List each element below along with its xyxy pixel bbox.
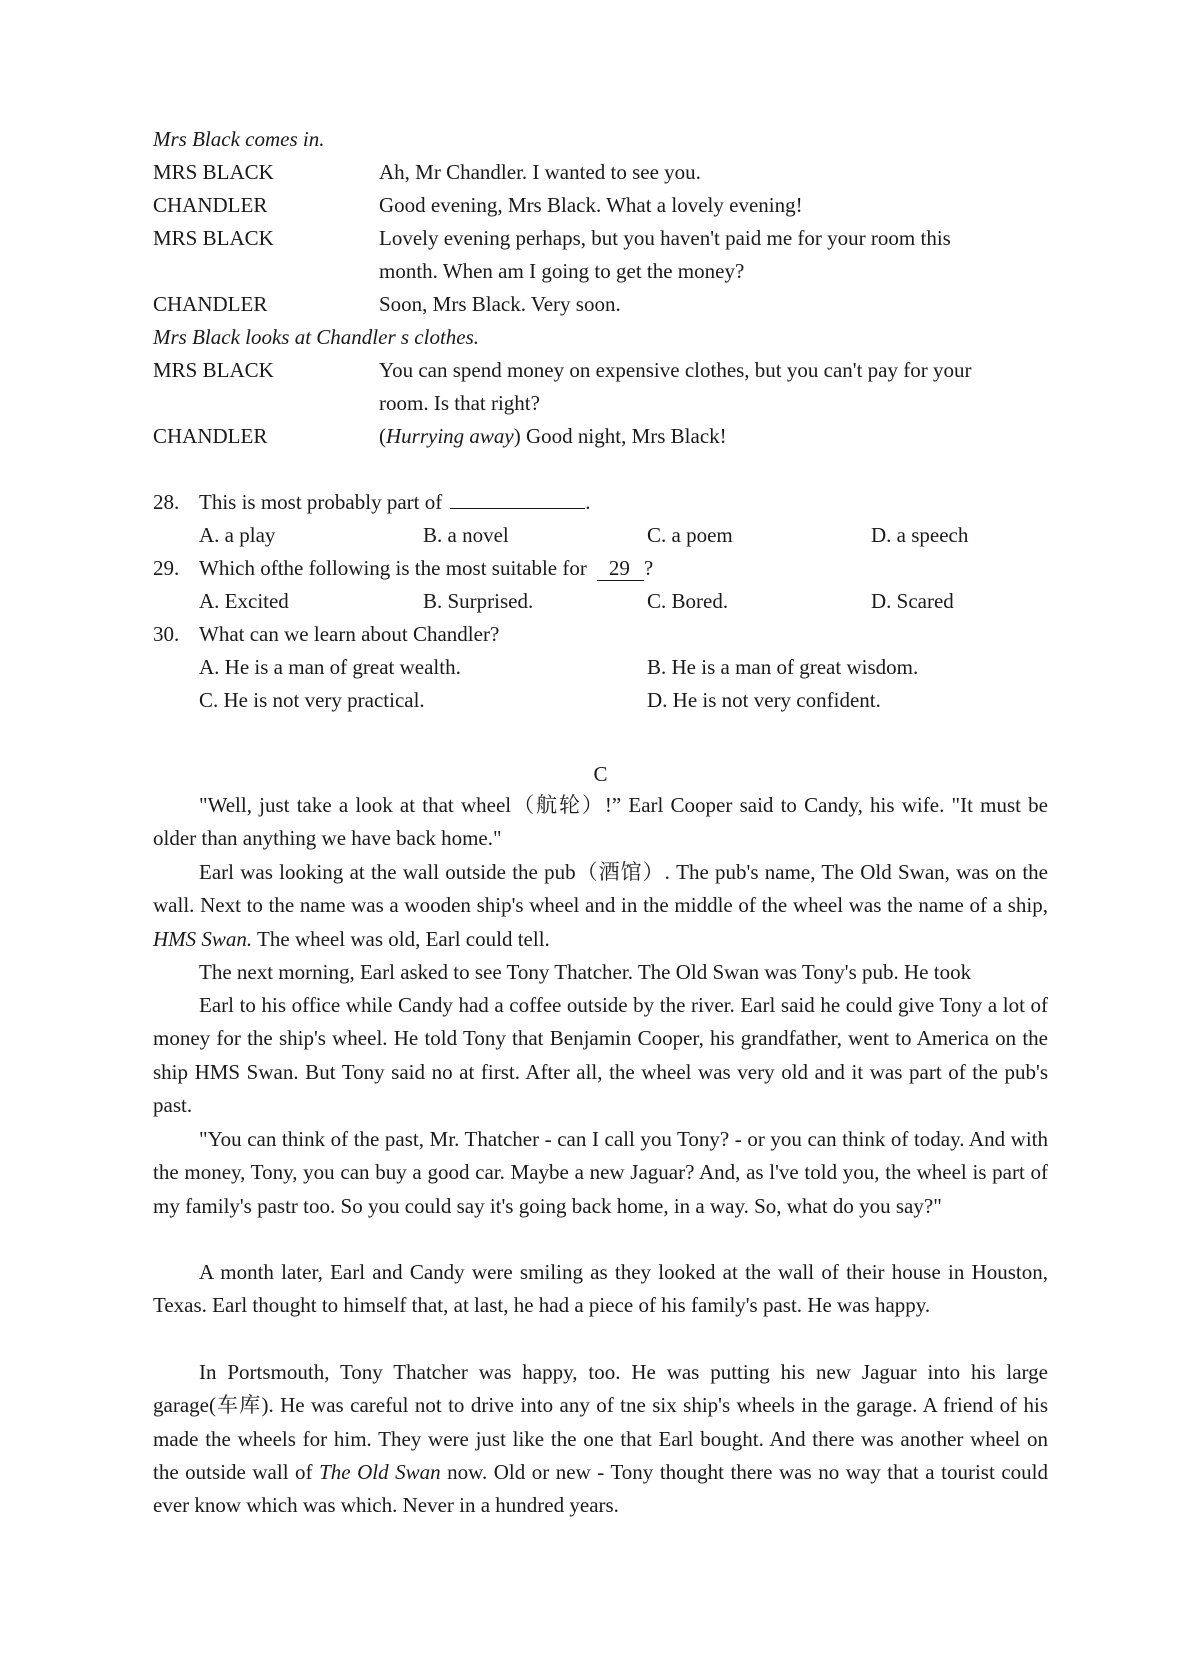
speaker-name: MRS BLACK <box>153 160 274 184</box>
speech-line: Lovely evening perhaps, but you haven't paid me for your room this <box>379 226 951 250</box>
speaker-name: MRS BLACK <box>153 358 274 382</box>
speech-line: Good evening, Mrs Black. What a lovely evening! <box>379 193 803 217</box>
stage-direction: Mrs Black looks at Chandler s clothes. <box>153 325 480 349</box>
option-d: D. Scared <box>871 589 954 613</box>
speaker-name: MRS BLACK <box>153 226 274 250</box>
option-d: D. He is not very confident. <box>647 688 881 712</box>
question-number: 28. <box>153 490 180 514</box>
option-a: A. He is a man of great wealth. <box>199 655 461 679</box>
option-c: C. Bored. <box>647 589 729 613</box>
question-prompt: This is most probably part of <box>199 490 443 514</box>
option-a: A. a play <box>199 523 276 547</box>
stage-direction: Mrs Black comes in. <box>153 127 325 151</box>
speech-line: (Hurrying away) Good night, Mrs Black! <box>379 424 727 448</box>
ship-name: HMS Swan. <box>153 926 253 951</box>
speaker-name: CHANDLER <box>153 292 268 316</box>
answer-blank <box>450 490 585 509</box>
speaker-name: CHANDLER <box>153 424 268 448</box>
passage-paragraph: A month later, Earl and Candy were smiling as they looked at the wall of their house in Houston, Texas. Earl thought to himself that, at last, he had a piece of his family's past. He was happy. <box>153 1260 1048 1318</box>
option-c: C. He is not very practical. <box>199 688 425 712</box>
paragraph-text: The wheel was old, Earl could tell. <box>252 926 550 951</box>
option-c: C. a poem <box>647 523 733 547</box>
speech-line: Soon, Mrs Black. Very soon. <box>379 292 621 316</box>
paragraph-text: now. Old or new - Tony thought there was no way that a tourist could ever know which was which. Never in a hundred years. <box>153 1459 1048 1518</box>
option-b: B. Surprised. <box>423 589 534 613</box>
speech-text: Good night, Mrs Black! <box>526 424 727 448</box>
question-prompt: Which ofthe following is the most suitable for <box>199 556 587 580</box>
pub-name: The Old Swan <box>319 1459 441 1484</box>
option-a: A. Excited <box>199 589 289 613</box>
passage-paragraph: "You can think of the past, Mr. Thatcher - can I call you Tony? - or you can think of today. And with the money, Tony, you can buy a good car. Maybe a new Jaguar? And, as l've told you, the wheel is part of my family's pastr too. So you could say it's going back home, in a way. So, what do you say?" <box>153 1127 1048 1218</box>
speech-line-continued: month. When am I going to get the money? <box>379 259 745 283</box>
question-number: 29. <box>153 556 180 580</box>
answer-blank: 29 <box>597 556 644 581</box>
option-b: B. a novel <box>423 523 509 547</box>
speaker-name: CHANDLER <box>153 193 268 217</box>
question-end: . <box>585 490 591 514</box>
paragraph-text: Earl was looking at the wall outside the pub（酒馆）. The pub's name, The Old Swan, was on the wall. Next to the name was a wooden ship's wheel and in the middle of the wheel was the name of a ship, <box>153 860 1048 918</box>
passage-paragraph: Earl to his office while Candy had a coffee outside by the river. Earl said he could give Tony a lot of money for the ship's wheel. He told Tony that Benjamin Cooper, his grandfather, went to America on the ship HMS Swan. But Tony said no at first. After all, the wheel was very old and it was part of the pub's past. <box>153 993 1048 1117</box>
option-d: D. a speech <box>871 523 969 547</box>
question-number: 30. <box>153 622 180 646</box>
passage-paragraph <box>153 856 1048 956</box>
question-text: What can we learn about Chandler? <box>199 622 500 646</box>
question-end: ? <box>643 556 654 580</box>
stage-direction-inline: Hurrying away <box>386 424 514 448</box>
passage-paragraph <box>153 1356 1048 1522</box>
passage-paragraph: The next morning, Earl asked to see Tony Thatcher. The Old Swan was Tony's pub. He took <box>199 960 972 984</box>
question-text <box>199 490 590 514</box>
paragraph-text: In Portsmouth, Tony Thatcher was happy, too. He was putting his new Jaguar into his large garage(车库). He was careful not to drive into any of tne six ship's wheels in the garage. A friend of his made the wheels for him. They were just like the one that Earl bought. And there was another wheel on the outside wall of <box>153 1360 1048 1484</box>
option-b: B. He is a man of great wisdom. <box>647 655 919 679</box>
question-text <box>199 556 653 581</box>
section-heading: C <box>593 762 608 786</box>
speech-line-continued: room. Is that right? <box>379 391 540 415</box>
speech-line: Ah, Mr Chandler. I wanted to see you. <box>379 160 701 184</box>
speech-line: You can spend money on expensive clothes, but you can't pay for your <box>379 358 972 382</box>
passage-paragraph: "Well, just take a look at that wheel（航轮）!” Earl Cooper said to Candy, his wife. "It must be older than anything we have back home." <box>153 793 1048 851</box>
